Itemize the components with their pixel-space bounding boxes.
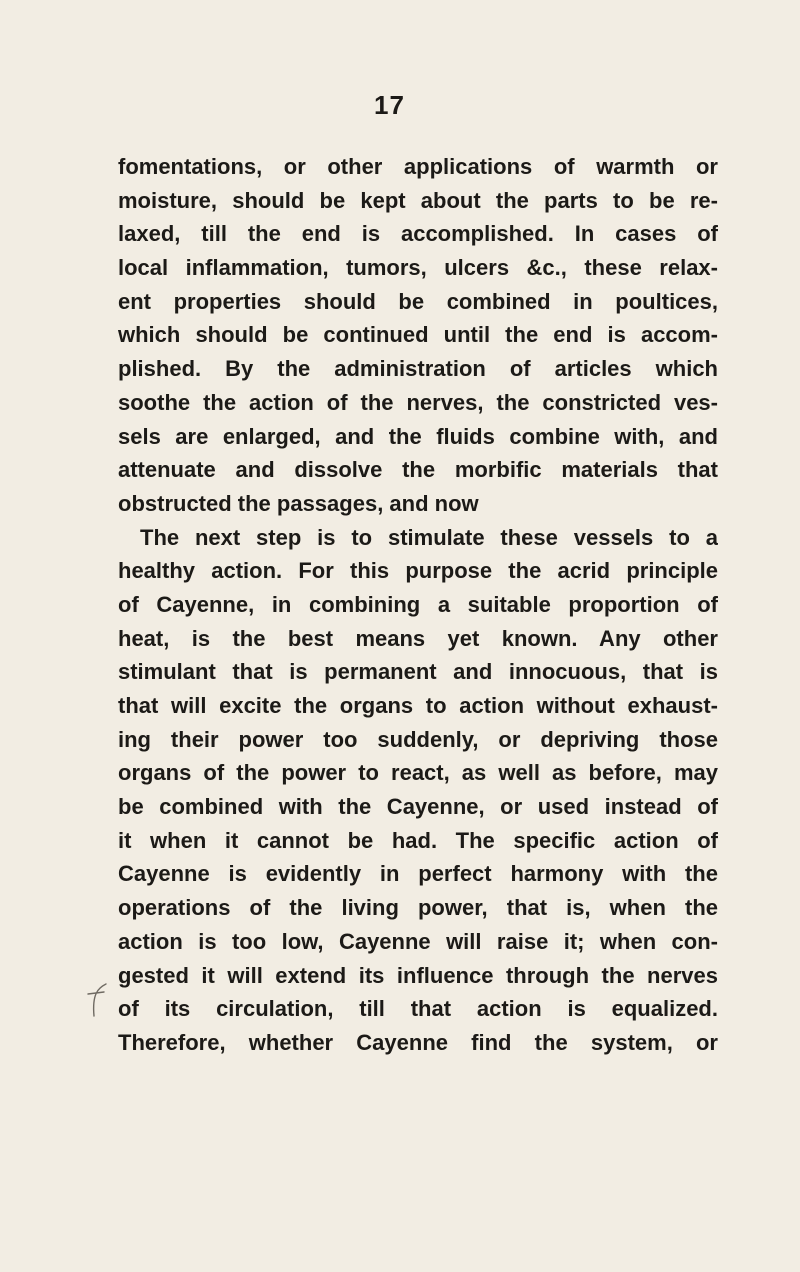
text-line: plished. By the administration of articles which [118,356,718,382]
text-line: sels are enlarged, and the fluids combine with, and [118,423,718,449]
text-line: heat, is the best means yet known. Any other [118,625,718,651]
body-text [118,150,718,1060]
text-line: of its circulation, till that action is equalized. [118,996,718,1022]
text-line: healthy action. For this purpose the acrid principle [118,558,718,584]
text-line: stimulant that is permanent and innocuous, that is [118,659,718,685]
text-line: local inflammation, tumors, ulcers &c., these relax- [118,255,718,281]
text-line: attenuate and dissolve the morbific materials that [118,457,718,483]
text-line: obstructed the passages, and now [118,490,479,516]
margin-pencil-mark [84,980,110,1020]
text-line: organs of the power to react, as well as before, may [118,760,718,786]
text-line: be combined with the Cayenne, or used instead of [118,794,718,820]
text-line: gested it will extend its influence through the nerves [118,962,718,988]
page-number: 17 [374,90,405,120]
text-line: that will excite the organs to action without exhaust- [118,693,718,718]
text-line: Therefore, whether Cayenne find the system, or [118,1029,718,1055]
text-line: fomentations, or other applications of warmth or [118,154,718,179]
text-line: ing their power too suddenly, or depriving those [118,726,718,752]
text-line: it when it cannot be had. The specific action of [118,827,718,853]
text-line: Cayenne is evidently in perfect harmony with the [118,861,718,887]
text-line: ent properties should be combined in poultices, [118,288,718,314]
text-line: soothe the action of the nerves, the constricted ves- [118,389,718,415]
text-line: action is too low, Cayenne will raise it; when con- [118,928,718,954]
text-line: which should be continued until the end is accom- [118,322,718,348]
text-line: moisture, should be kept about the parts to be re- [118,187,718,213]
text-line: The next step is to stimulate these vessels to a [140,524,718,550]
text-line: laxed, till the end is accomplished. In cases of [118,221,718,247]
text-line: of Cayenne, in combining a suitable proportion of [118,591,718,617]
text-line: operations of the living power, that is, when the [118,895,718,921]
